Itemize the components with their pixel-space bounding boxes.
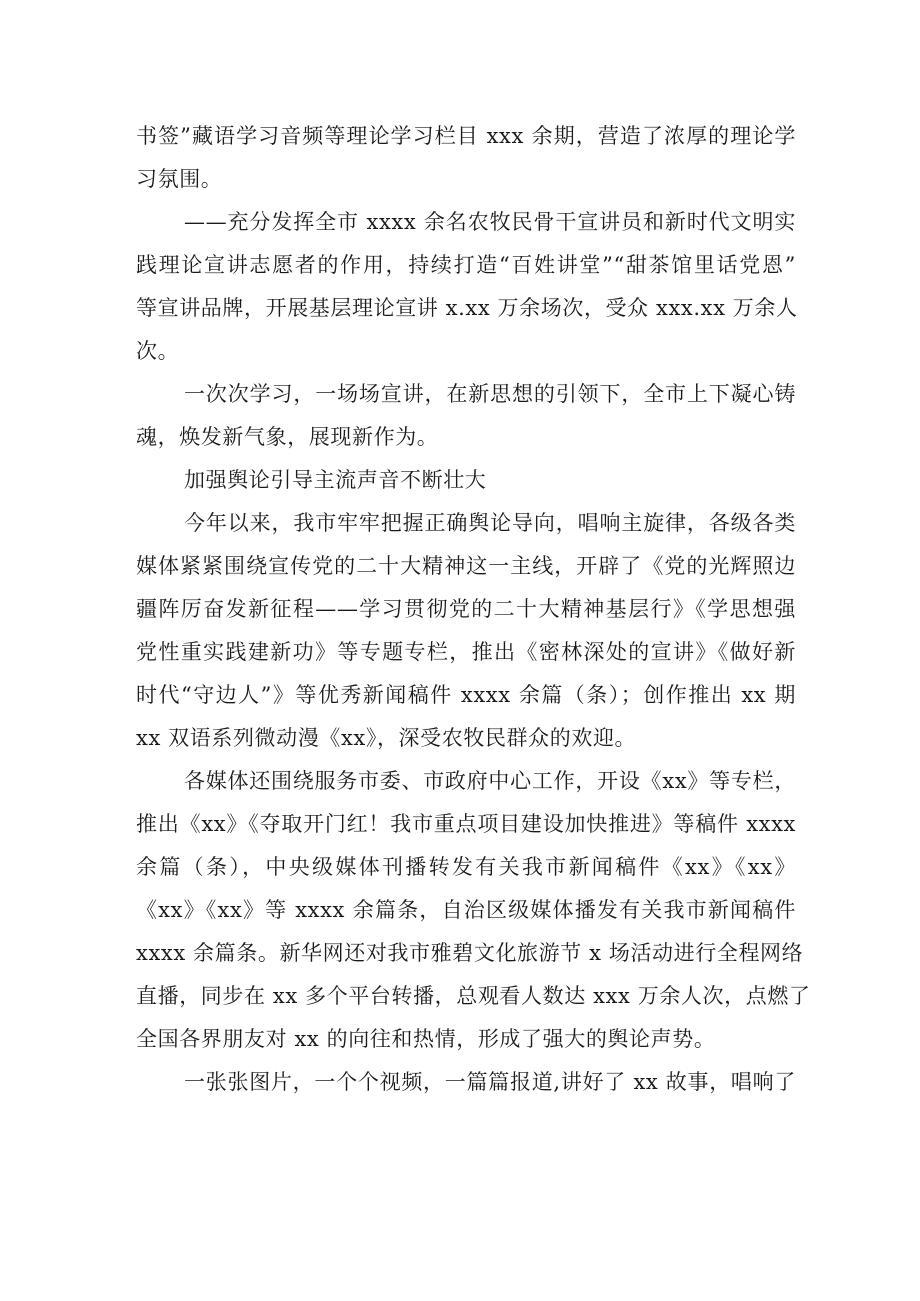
text-line: 今年以来，我市牢牢把握正确舆论导向，唱响主旋律，各级各类 (184, 511, 796, 535)
text-line: 一张张图片，一个个视频，一篇篇报道,讲好了 xx 故事，唱响了 (184, 1070, 796, 1094)
text-line: xx 双语系列微动漫《xx》，深受农牧民群众的欢迎。 (136, 726, 637, 750)
text-line: 全国各界朋友对 xx 的向往和热情，形成了强大的舆论声势。 (136, 1027, 716, 1051)
text-line: 时代“守边人”》等优秀新闻稿件 xxxx 余篇（条）；创作推出 xx 期 (136, 683, 796, 707)
text-line: 《xx》《xx》等 xxxx 余篇条，自治区级媒体播发有关我市新闻稿件 (136, 898, 796, 922)
text-line: 直播，同步在 xx 多个平台转播，总观看人数达 xxx 万余人次，点燃了 (136, 984, 811, 1008)
section-heading: 加强舆论引导主流声音不断壮大 (184, 468, 487, 492)
text-line: ——充分发挥全市 xxxx 余名农牧民骨干宣讲员和新时代文明实 (184, 210, 796, 234)
text-line: 习氛围。 (136, 167, 223, 191)
text-line: 余篇（条），中央级媒体刊播转发有关我市新闻稿件《xx》《xx》 (136, 855, 796, 879)
text-line: 疆阵厉奋发新征程——学习贯彻党的二十大精神基层行》《学思想强 (136, 597, 796, 621)
text-line: 等宣讲品牌，开展基层理论宣讲 x.xx 万余场次，受众 xxx.xx 万余人 (136, 296, 798, 320)
text-line: 次。 (136, 339, 180, 363)
text-line: 践理论宣讲志愿者的作用，持续打造“百姓讲堂”“甜茶馆里话党恩” (136, 253, 796, 277)
text-line: 各媒体还围绕服务市委、市政府中心工作，开设《xx》等专栏， (184, 769, 796, 793)
text-line: 一次次学习，一场场宣讲，在新思想的引领下，全市上下凝心铸 (184, 382, 796, 406)
text-line: 魂，焕发新气象，展现新作为。 (136, 425, 439, 449)
text-line: 推出《xx》《夺取开门红！我市重点项目建设加快推进》等稿件 xxxx (136, 812, 796, 836)
text-line: xxxx 余篇条。新华网还对我市雅碧文化旅游节 x 场活动进行全程网络 (136, 941, 804, 965)
text-line: 媒体紧紧围绕宣传党的二十大精神这一主线，开辟了《党的光辉照边 (136, 554, 796, 578)
text-line: 书签”藏语学习音频等理论学习栏目 xxx 余期，营造了浓厚的理论学 (136, 124, 796, 148)
text-line: 党性重实践建新功》等专题专栏，推出《密林深处的宣讲》《做好新 (136, 640, 796, 664)
